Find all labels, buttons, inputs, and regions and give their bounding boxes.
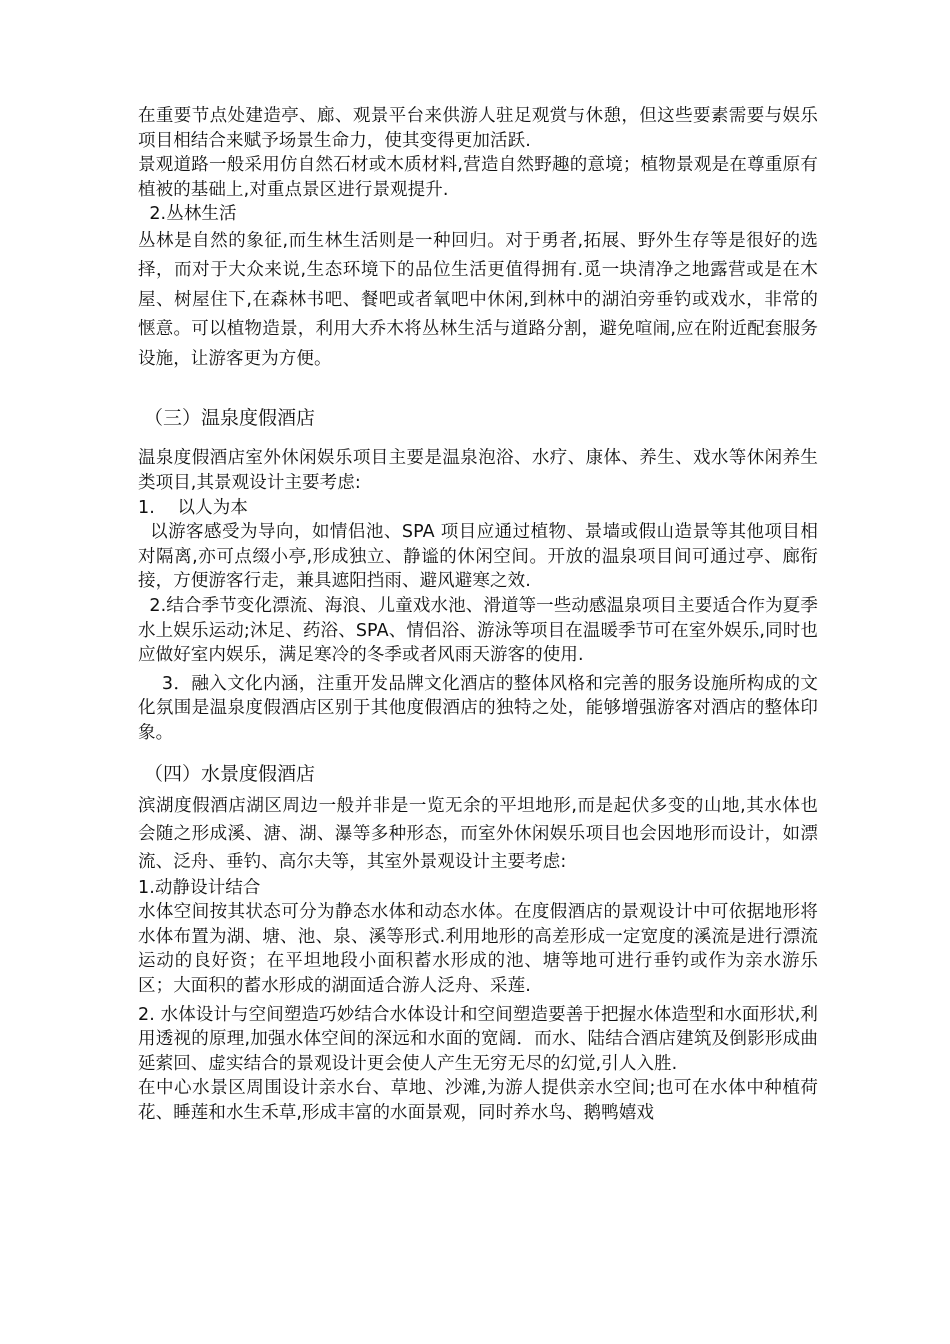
paragraph-jungle-life: 丛林是自然的象征,而生林生活则是一种回归。对于勇者,拓展、野外生存等是很好的选择，而对于大众来说,生态环境下的品位生活更值得拥有.觅一块清净之地露营或是在木屋、树屋住下,在森林书吧、餐吧或者氧吧中休闲,到林中的湖泊旁垂钓或戏水，非常的惬意。可以植物造景，利用大乔木将丛林生活与道路分割，避免喧闹,应在附近配套服务设施，让游客更为方便。 bbox=[138, 230, 818, 369]
spacer bbox=[138, 432, 818, 446]
paragraph-seasonal-changes: 2.结合季节变化漂流、海浪、儿童戏水池、滑道等一些动感温泉项目主要适合作为夏季水上娱乐运动;沐足、药浴、SPA、情侣浴、游泳等项目在温暖季节可在室外娱乐,同时也应做好室内娱乐，满足寒冷的冬季或者风雨天游客的使用. bbox=[138, 596, 819, 666]
spacer bbox=[138, 374, 818, 390]
paragraph-waterscape-intro: 滨湖度假酒店湖区周边一般并非是一览无余的平坦地形,而是起伏多变的山地,其水体也会随之形成溪、溏、湖、瀑等多种形态，而室外休闲娱乐项目也会因地形而设计，如漂流、泛舟、垂钓、高尔夫等，其室外景观设计主要考虑: bbox=[138, 795, 818, 872]
spacer bbox=[138, 746, 818, 760]
paragraph-visitor-experience: 以游客感受为导向，如情侣池、SPA 项目应通过植物、景墙或假山造景等其他项目相对隔离,亦可点缀小亭,形成独立、静谧的休闲空间。开放的温泉项目间可通过亭、廊衔接，方便游客行走，兼具遮阳挡雨、避风避寒之效. bbox=[138, 522, 818, 592]
paragraph-landscape-roads: 景观道路一般采用仿自然石材或木质材料,营造自然野趣的意境；植物景观是在尊重原有植被的基础上,对重点景区进行景观提升. bbox=[138, 155, 818, 200]
list-item-dynamic-static: 1.动静设计结合 bbox=[138, 877, 261, 898]
section-heading-hot-spring: （三）温泉度假酒店 bbox=[144, 407, 316, 430]
paragraph-culture: 3．融入文化内涵，注重开发品牌文化酒店的整体风格和完善的服务设施所构成的文化氛围是温泉度假酒店区别于其他度假酒店的独特之处，能够增强游客对酒店的整体印象。 bbox=[138, 673, 818, 743]
paragraph-water-design: 2. 水体设计与空间塑造巧妙结合水体设计和空间塑造要善于把握水体造型和水面形状,利用透视的原理,加强水体空间的深远和水面的宽阔．而水、陆结合酒店建筑及倒影形成曲延萦回、虚实结合的景观设计更会使人产生无穷无尽的幻觉,引人入胜. bbox=[138, 1004, 818, 1074]
list-item-people-oriented: 1. 以人为本 bbox=[138, 497, 248, 518]
paragraph-central-waterscape: 在中心水景区周围设计亲水台、草地、沙滩,为游人提供亲水空间;也可在水体中种植荷花、睡莲和水生禾草,形成丰富的水面景观，同时养水鸟、鹅鸭嬉戏 bbox=[138, 1078, 818, 1123]
paragraph-water-space: 水体空间按其状态可分为静态水体和动态水体。在度假酒店的景观设计中可依据地形将水体布置为湖、塘、池、泉、溪等形式.利用地形的高差形成一定宽度的溪流是进行漂流运动的良好资；在平坦地段小面积蓄水形成的池、塘等地可进行垂钓或作为亲水游乐区；大面积的蓄水形成的湖面适合游人泛舟、采莲. bbox=[138, 902, 818, 996]
paragraph-pavilions: 在重要节点处建造亭、廊、观景平台来供游人驻足观赏与休憩，但这些要素需要与娱乐项目相结合来赋予场景生命力，使其变得更加活跃. bbox=[138, 106, 818, 151]
section-heading-waterscape: （四）水景度假酒店 bbox=[144, 762, 316, 785]
spacer bbox=[138, 390, 818, 404]
paragraph-hot-spring-intro: 温泉度假酒店室外休闲娱乐项目主要是温泉泡浴、水疗、康体、养生、戏水等休闲养生类项目,其景观设计主要考虑: bbox=[138, 448, 818, 494]
subheading-jungle-life: 2.丛林生活 bbox=[138, 204, 237, 225]
document-page bbox=[138, 104, 818, 1126]
